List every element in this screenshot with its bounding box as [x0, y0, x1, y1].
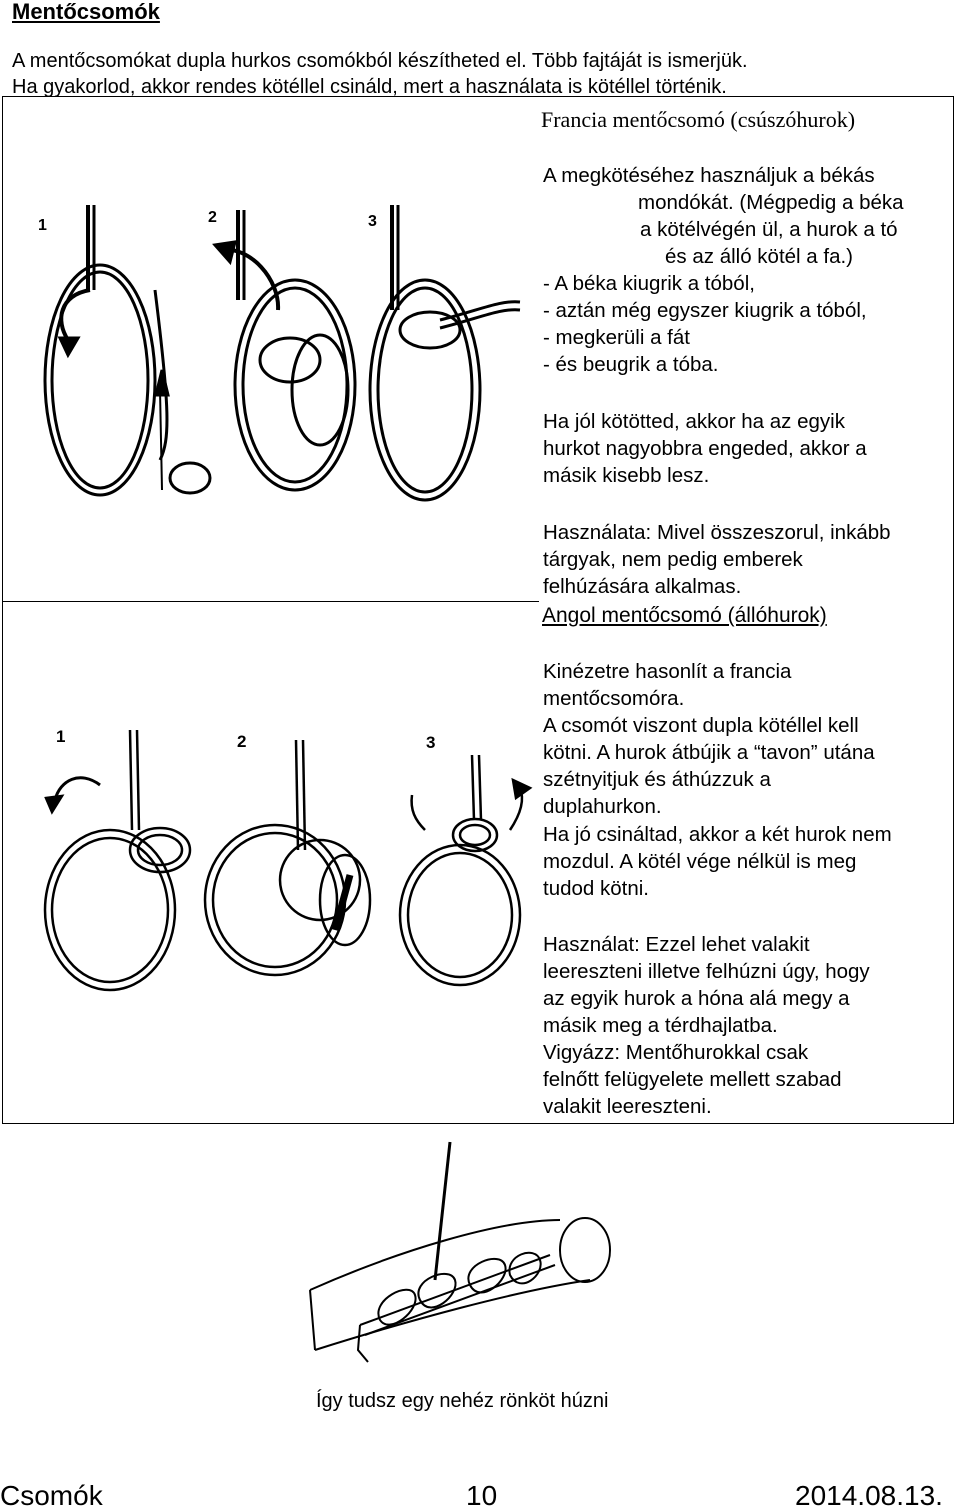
english-step-3: 3	[426, 733, 436, 752]
french-line: - aztán még egyszer kiugrik a tóból,	[543, 299, 867, 322]
french-knot-title: Francia mentőcsomó (csúszóhurok)	[541, 107, 856, 132]
english-step-1: 1	[56, 727, 66, 746]
english-line: leereszteni illetve felhúzni úgy, hogy	[543, 960, 870, 983]
french-line: másik kisebb lesz.	[543, 464, 710, 487]
english-line: mozdul. A kötél vége nélkül is meg	[543, 850, 857, 873]
log-caption: Így tudsz egy nehéz rönköt húzni	[316, 1390, 609, 1412]
english-step-2: 2	[237, 732, 247, 751]
english-line: Használat: Ezzel lehet valakit	[543, 933, 810, 956]
french-line: a kötélvégén ül, a hurok a tó	[640, 218, 898, 241]
english-line: valakit leereszteni.	[543, 1095, 712, 1118]
footer-date: 2014.08.13.	[795, 1480, 943, 1511]
english-knot-illustration-icon	[20, 700, 540, 1000]
french-line: mondókát. (Mégpedig a béka	[638, 191, 904, 214]
log-hauling-illustration-icon	[300, 1140, 660, 1380]
french-line: tárgyak, nem pedig emberek	[543, 548, 803, 571]
french-line: - megkerüli a fát	[543, 326, 690, 349]
french-line: és az álló kötél a fa.)	[665, 245, 854, 268]
footer-page-number: 10	[466, 1480, 498, 1511]
intro-line-2: Ha gyakorlod, akkor rendes kötéllel csináld, mert a használata is kötéllel történik.	[12, 76, 727, 98]
english-line: A csomót viszont dupla kötéllel kell	[543, 714, 859, 737]
english-line: tudod kötni.	[543, 877, 649, 900]
english-line: szétnyitjuk és áthúzzuk a	[543, 768, 771, 791]
french-line: felhúzására alkalmas.	[543, 575, 742, 598]
french-step-1: 1	[38, 217, 47, 234]
section-divider	[2, 601, 539, 602]
french-line: hurkot nagyobbra engeded, akkor a	[543, 437, 867, 460]
english-knot-title: Angol mentőcsomó (állóhurok)	[542, 604, 827, 627]
english-line: duplahurkon.	[543, 795, 662, 818]
english-line: Vigyázz: Mentőhurokkal csak	[543, 1041, 809, 1064]
footer-left: Csomók	[0, 1480, 103, 1511]
french-step-2: 2	[208, 209, 217, 226]
english-line: másik meg a térdhajlatba.	[543, 1014, 778, 1037]
english-line: kötni. A hurok átbújik a “tavon” utána	[543, 741, 875, 764]
english-line: Ha jó csináltad, akkor a két hurok nem	[543, 823, 892, 846]
intro-line-1: A mentőcsomókat dupla hurkos csomókból készítheted el. Több fajtáját is ismerjük.	[12, 50, 748, 72]
french-knot-illustration-icon	[20, 190, 540, 510]
french-line: Ha jól kötötted, akkor ha az egyik	[543, 410, 845, 433]
page-title: Mentőcsomók	[12, 0, 160, 24]
english-line: mentőcsomóra.	[543, 687, 685, 710]
french-line: Használata: Mivel összeszorul, inkább	[543, 521, 891, 544]
french-step-3: 3	[368, 213, 377, 230]
french-line: A megkötéséhez használjuk a békás	[543, 164, 875, 187]
french-line: - és beugrik a tóba.	[543, 353, 719, 376]
english-line: az egyik hurok a hóna alá megy a	[543, 987, 850, 1010]
english-line: Kinézetre hasonlít a francia	[543, 660, 792, 683]
english-line: felnőtt felügyelete mellett szabad	[543, 1068, 842, 1091]
french-line: - A béka kiugrik a tóból,	[543, 272, 755, 295]
